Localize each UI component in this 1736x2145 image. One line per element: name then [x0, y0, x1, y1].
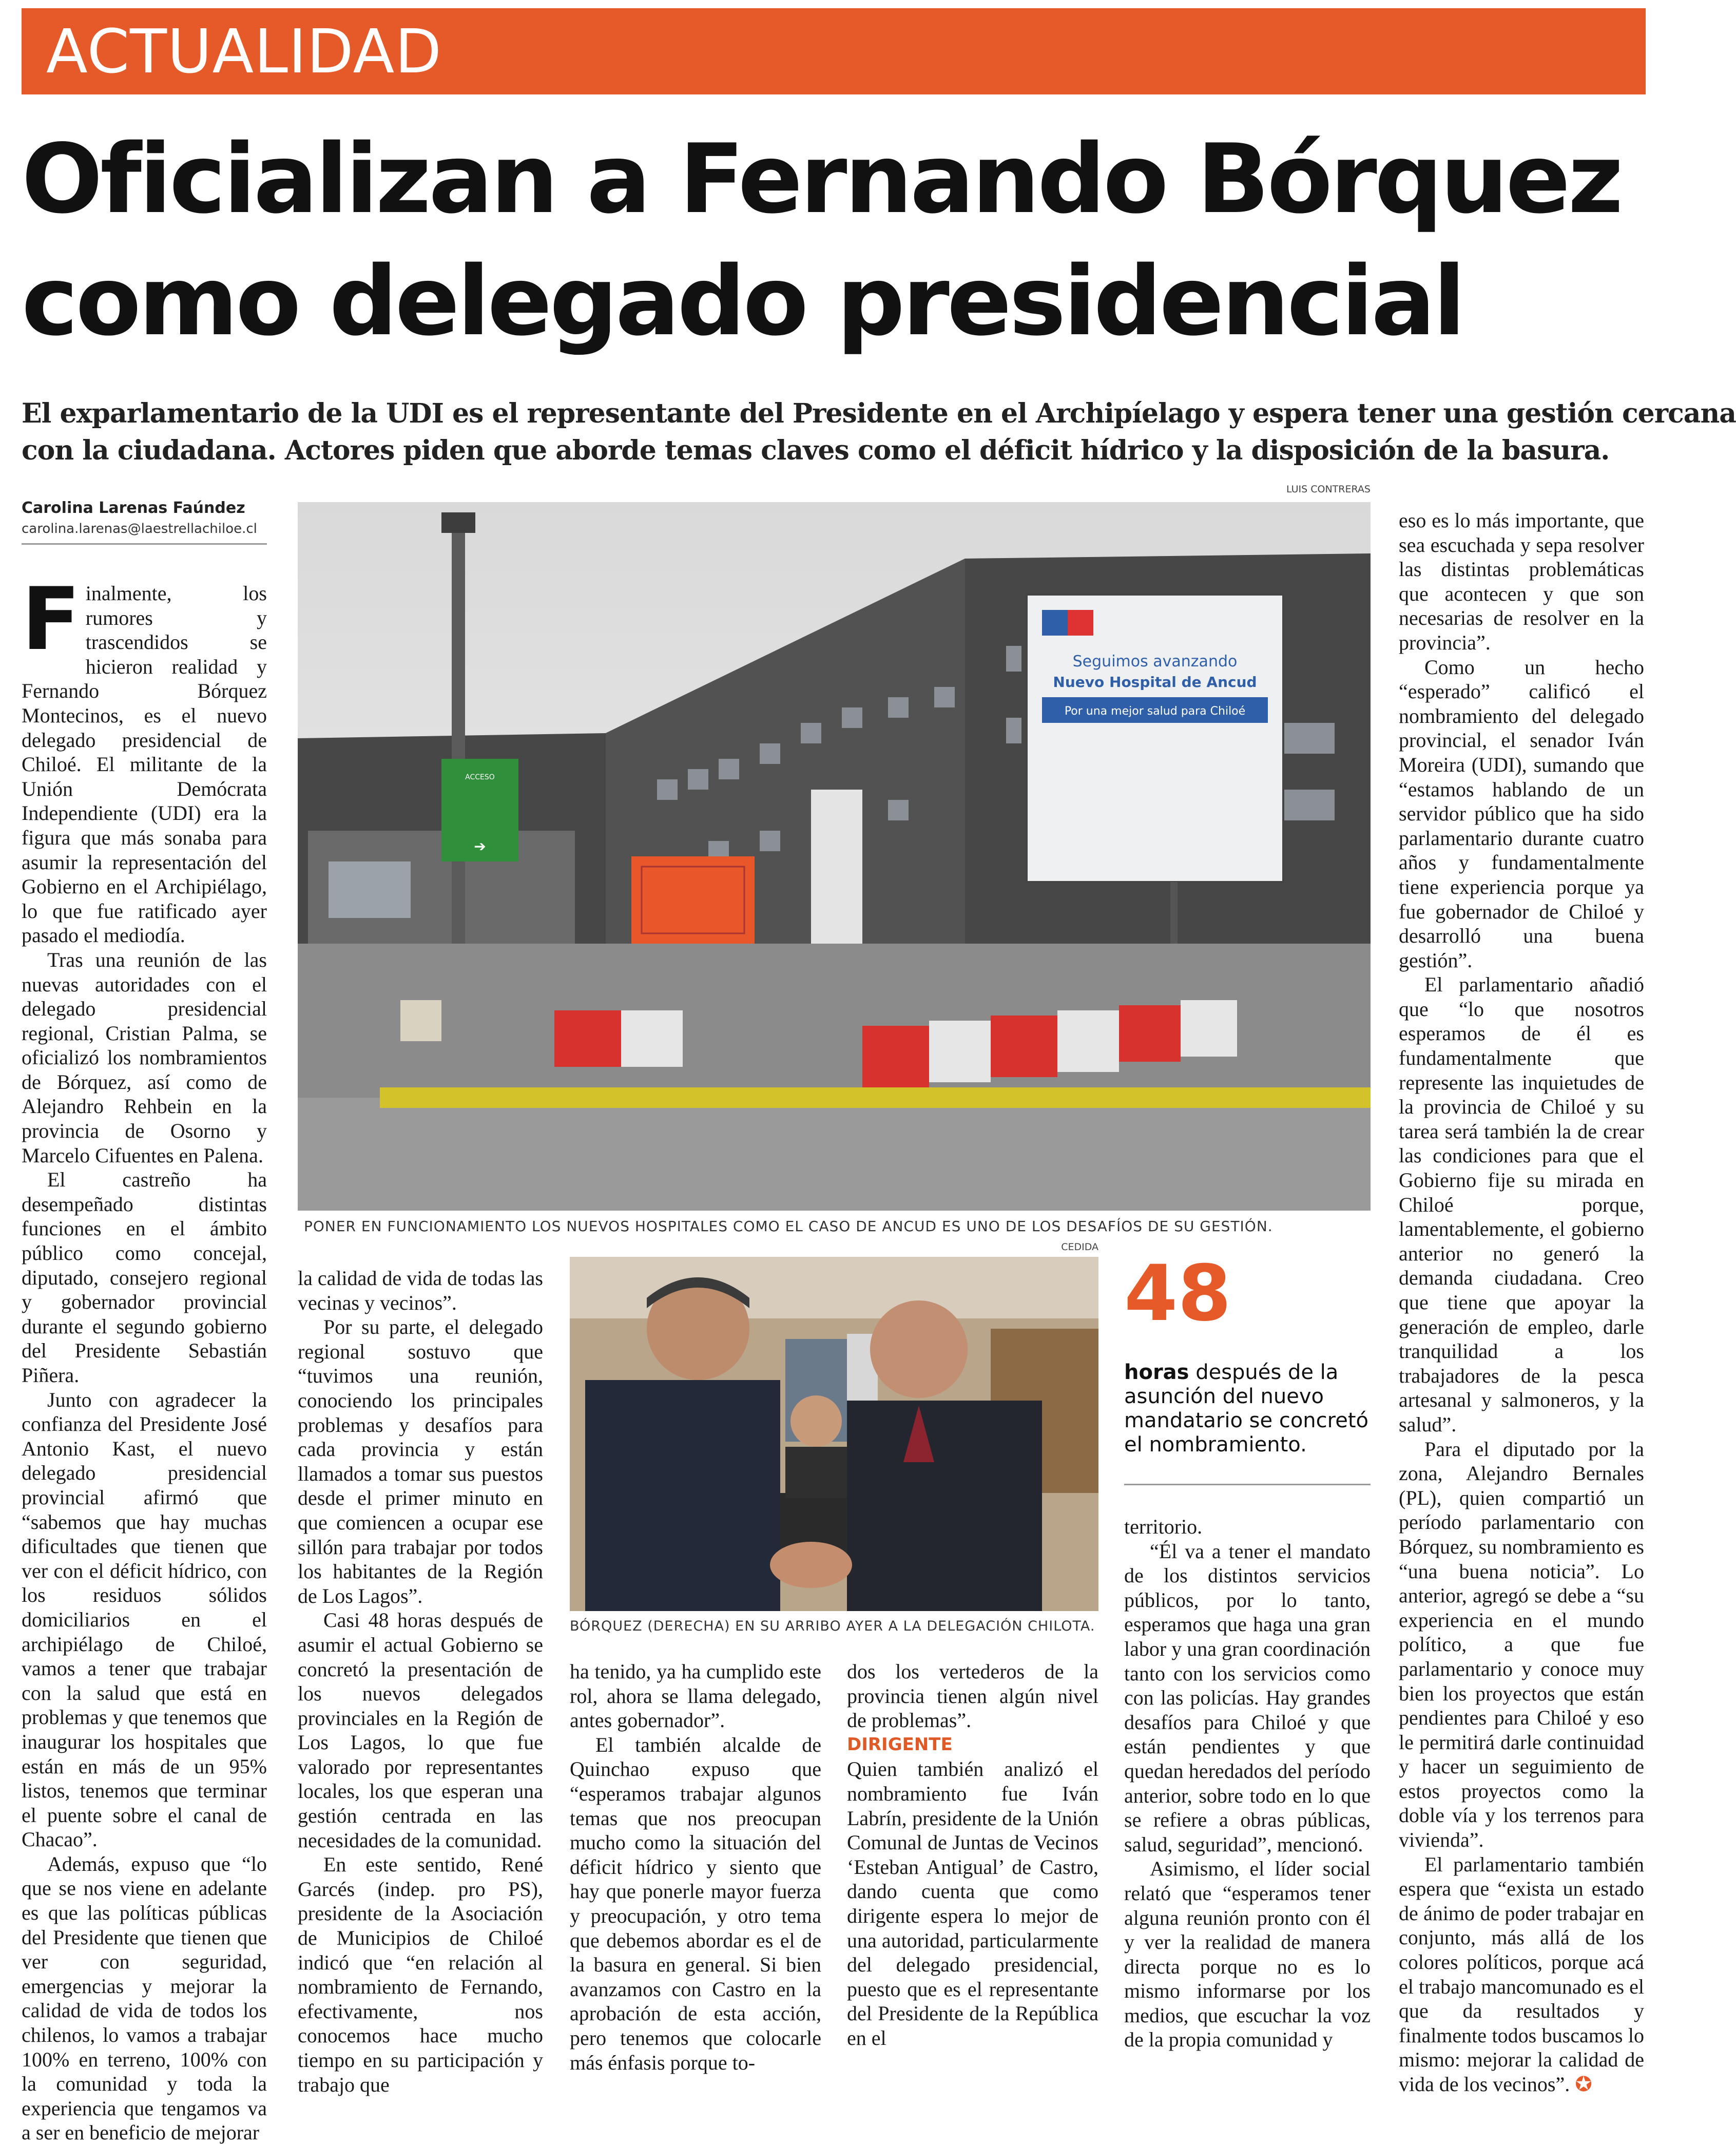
col5-paragraph-1: territorio. — [1124, 1515, 1203, 1538]
svg-text:Seguimos avanzando: Seguimos avanzando — [1072, 653, 1238, 671]
stat-divider — [1124, 1484, 1371, 1485]
col1-paragraph-3: El castreño ha desempeñado distintas funciones en el ámbito público como concejal, diputado, consejero regional y gobernador provincial durante el segundo gobierno del Presidente Sebastián Piñera. — [22, 1168, 267, 1387]
byline-email[interactable]: carolina.larenas@laestrellachiloe.cl — [22, 521, 257, 537]
column-3 — [570, 1659, 821, 2101]
deck — [22, 395, 1736, 469]
section-label: ACTUALIDAD — [46, 16, 442, 87]
col3-paragraph-1: ha tenido, ya ha cumplido este rol, ahora se llama delegado, antes gobernador”. — [570, 1660, 821, 1732]
col2-paragraph-3: Casi 48 horas después de asumir el actual Gobierno se concretó la presentación de los nuevos delegados provinciales en la Región de Los Lagos, lo que fue valorado por representantes locales, los que esperan una gestión centrada en las necesidades de la comunidad. — [298, 1608, 543, 1852]
byline-divider — [22, 543, 267, 545]
svg-text:➔: ➔ — [474, 838, 486, 855]
column-1 — [22, 569, 267, 2144]
col1-paragraph-1: Finalmente, los rumores y trascendidos se hicieron realidad y Fernando Bórquez Montecinos, es el nuevo delegado presidencial de Chiloé. El militante de la Unión Demócrata Independiente (UDI) era la figura que más sonaba para asumir la representación del Gobierno en el Archipiélago, lo que fue ratificado ayer pasado el mediodía. — [22, 569, 267, 947]
svg-text:ACCESO: ACCESO — [465, 773, 495, 781]
column-5 — [1124, 1515, 1371, 2101]
svg-text:Por una mejor salud para Chilo: Por una mejor salud para Chiloé — [1064, 705, 1246, 718]
second-photo-caption: BÓRQUEZ (DERECHA) EN SU ARRIBO AYER A LA DELEGACIÓN CHILOTA. — [570, 1618, 1095, 1634]
byline-author: Carolina Larenas Faúndez — [22, 499, 245, 517]
col6-paragraph-3: El parlamentario añadió que “lo que nosotros esperamos de él es fundamentalmente que represente las inquietudes de la provincia de Chiloé y su tarea será también la de crear las condiciones para que el Gobierno fije su mirada en Chiloé porque, lamentablemente, el gobierno anterior no generó la demanda ciudadana. Creo que tiene que apoyar la generación de empleo, darle tranquilidad a los trabajadores de la pesca artesanal y salmoneros, y la salud”. — [1399, 973, 1644, 1436]
col6-paragraph-2: Como un hecho “esperado” calificó el nombramiento del delegado provincial, el senador Iván Moreira (UDI), sumando que “estamos hablando de un servidor público que ha sido parlamentario durante cuatro años y fundamentalmente tiene experiencia porque ya fue gobernador de Chiloé y desarrolló una buena gestión”. — [1399, 655, 1644, 972]
stat-number: 48 — [1124, 1249, 1231, 1338]
subhead-dirigente: DIRIGENTE — [847, 1734, 953, 1755]
column-2 — [298, 1266, 543, 2101]
main-photo-caption: PONER EN FUNCIONAMIENTO LOS NUEVOS HOSPITALES COMO EL CASO DE ANCUD ES UNO DE LOS DESAFÍOS DE SU GESTIÓN. — [304, 1218, 1273, 1235]
column-6 — [1399, 508, 1644, 2101]
stat-description: después de la asunción del nuevo mandatario se concretó el nombramiento. — [1124, 1361, 1368, 1457]
column-4 — [847, 1659, 1098, 2101]
col6-paragraph-4: Para el diputado por la zona, Alejandro Bernales (PL), quien compartió un período parlamentario con Bórquez, su nombramiento es “una buena noticia”. Lo anterior, agregó se debe a “su experiencia en el mundo político, a que fue parlamentario y conoce muy bien los proyectos que están pendientes para Chiloé y eso le permitirá darle continuidad y hacer un seguimiento de estos proyectos como la doble vía y los terrenos para vivienda”. — [1399, 1437, 1644, 1852]
col6-paragraph-1: eso es lo más importante, que sea escuchada y sepa resolver las distintas problemáticas que acontecen y que son necesarias de resolver en la provincia”. — [1399, 509, 1644, 654]
drop-cap: F — [22, 569, 81, 669]
col1-paragraph-5: Además, expuso que “lo que se nos viene en adelante es que las políticas públicas del Presidente que tienen que ver con seguridad, emergencias y mejorar la calidad de vida de todos los chilenos, lo vamos a trabajar 100% en terreno, 100% con la comunidad y toda la experiencia que tengamos va a ser en beneficio de mejorar — [22, 1852, 267, 2144]
stat-bold: horas — [1124, 1361, 1189, 1384]
main-photo — [298, 502, 1371, 1211]
headline-line-2: como delegado presidencial — [22, 245, 1463, 357]
col1-paragraph-2: Tras una reunión de las nuevas autoridades con el delegado presidencial regional, Cristian Palma, se oficializó los nombramientos de Bórquez, así como de Alejandro Rehbein en la provincia de Osorno y Marcelo Cifuentes en Palena. — [22, 948, 267, 1167]
col6-paragraph-5: El parlamentario también espera que “exista un estado de ánimo de poder trabajar en conjunto, más allá de los colores políticos, porque acá el trabajo mancomunado es el que da resultados y finalmente todos buscamos lo mismo: mejorar la calidad de vida de los vecinos”. ✪ — [1399, 1852, 1644, 2096]
col4-paragraph-1: dos los vertederos de la provincia tienen algún nivel de problemas”. — [847, 1660, 1098, 1732]
col1-paragraph-4: Junto con agradecer la confianza del Presidente José Antonio Kast, el nuevo delegado presidencial provincial afirmó que “sabemos que hay muchas dificultades que tienen que ver con el déficit hídrico, con los residuos sólidos domiciliarios en el archipiélago de Chiloé, vamos a tener que trabajar con la salud que está en problemas y que tenemos que inaugurar los hospitales que están en más de un 95% listos, tenemos que terminar el puente sobre el canal de Chacao”. — [22, 1388, 267, 1851]
second-photo — [570, 1257, 1098, 1611]
deck-line-2: con la ciudadana. Actores piden que aborde temas claves como el déficit hídrico y la disposición de la basura. — [22, 435, 1610, 466]
stat-text — [1124, 1361, 1371, 1457]
headline-line-1: Oficializan a Fernando Bórquez — [22, 123, 1621, 235]
svg-text:Nuevo Hospital de Ancud: Nuevo Hospital de Ancud — [1053, 674, 1257, 691]
col5-paragraph-2: “Él va a tener el mandato de los distintos servicios públicos, por lo tanto, esperamos que haga una gran labor y una gran coordinación tanto con los servicios como con las policías. Hay grandes desafíos para Chiloé y que están pendientes y que quedan heredados del período anterior, sobre todo en lo que se refiere a obras públicas, salud, seguridad”, mencionó. — [1124, 1539, 1371, 1856]
col3-paragraph-2: El también alcalde de Quinchao expuso que “esperamos trabajar algunos temas que nos preocupan mucho como la situación del déficit hídrico y siento que hay que ponerle mayor fuerza y preocupación, y otro tema que debemos abordar es el de la basura en general. Si bien avanzamos con Castro en la aprobación de esta acción, pero tenemos que colocarle más énfasis porque to- — [570, 1733, 821, 2074]
hospital-illustration — [298, 502, 1371, 1211]
main-photo-credit: LUIS CONTRERAS — [1286, 484, 1371, 495]
end-mark-icon: ✪ — [1575, 2073, 1592, 2096]
col4-paragraph-2: Quien también analizó el nombramiento fue Iván Labrín, presidente de la Unión Comunal de Juntas de Vecinos ‘Esteban Antigual’ de Castro, dando cuenta que como dirigente espera lo mejor de una autoridad, particularmente del delegado presidencial, puesto que es el representante del Presidente de la República en el — [847, 1757, 1098, 2050]
col2-paragraph-1: la calidad de vida de todas las vecinas y vecinos”. — [298, 1267, 543, 1314]
second-photo-credit: CEDIDA — [1061, 1241, 1098, 1253]
col5-paragraph-3: Asimismo, el líder social relató que “esperamos tener alguna reunión pronto con él y ver la realidad de manera directa porque no es lo mismo informarse por los medios, que escuchar la voz de la propia comunidad y — [1124, 1857, 1371, 2052]
col2-paragraph-4: En este sentido, René Garcés (indep. pro PS), presidente de la Asociación de Municipios de Chiloé indicó que “en relación al nombramiento de Fernando, efectivamente, nos conocemos hace mucho tiempo en su participación y trabajo que — [298, 1853, 543, 2096]
col2-paragraph-2: Por su parte, el delegado regional sostuvo que “tuvimos una reunión, conociendo los principales problemas y desafíos para cada provincia y están llamados a tomar sus puestos desde el primer minuto en que comiencen a ocupar ese sillón para trabajar por todos los habitantes de la Región de Los Lagos”. — [298, 1315, 543, 1607]
deck-line-1: El exparlamentario de la UDI es el representante del Presidente en el Archipíelago y espera tener una gestión cercana — [22, 398, 1736, 429]
handshake-illustration — [570, 1257, 1098, 1611]
headline — [22, 118, 1654, 362]
